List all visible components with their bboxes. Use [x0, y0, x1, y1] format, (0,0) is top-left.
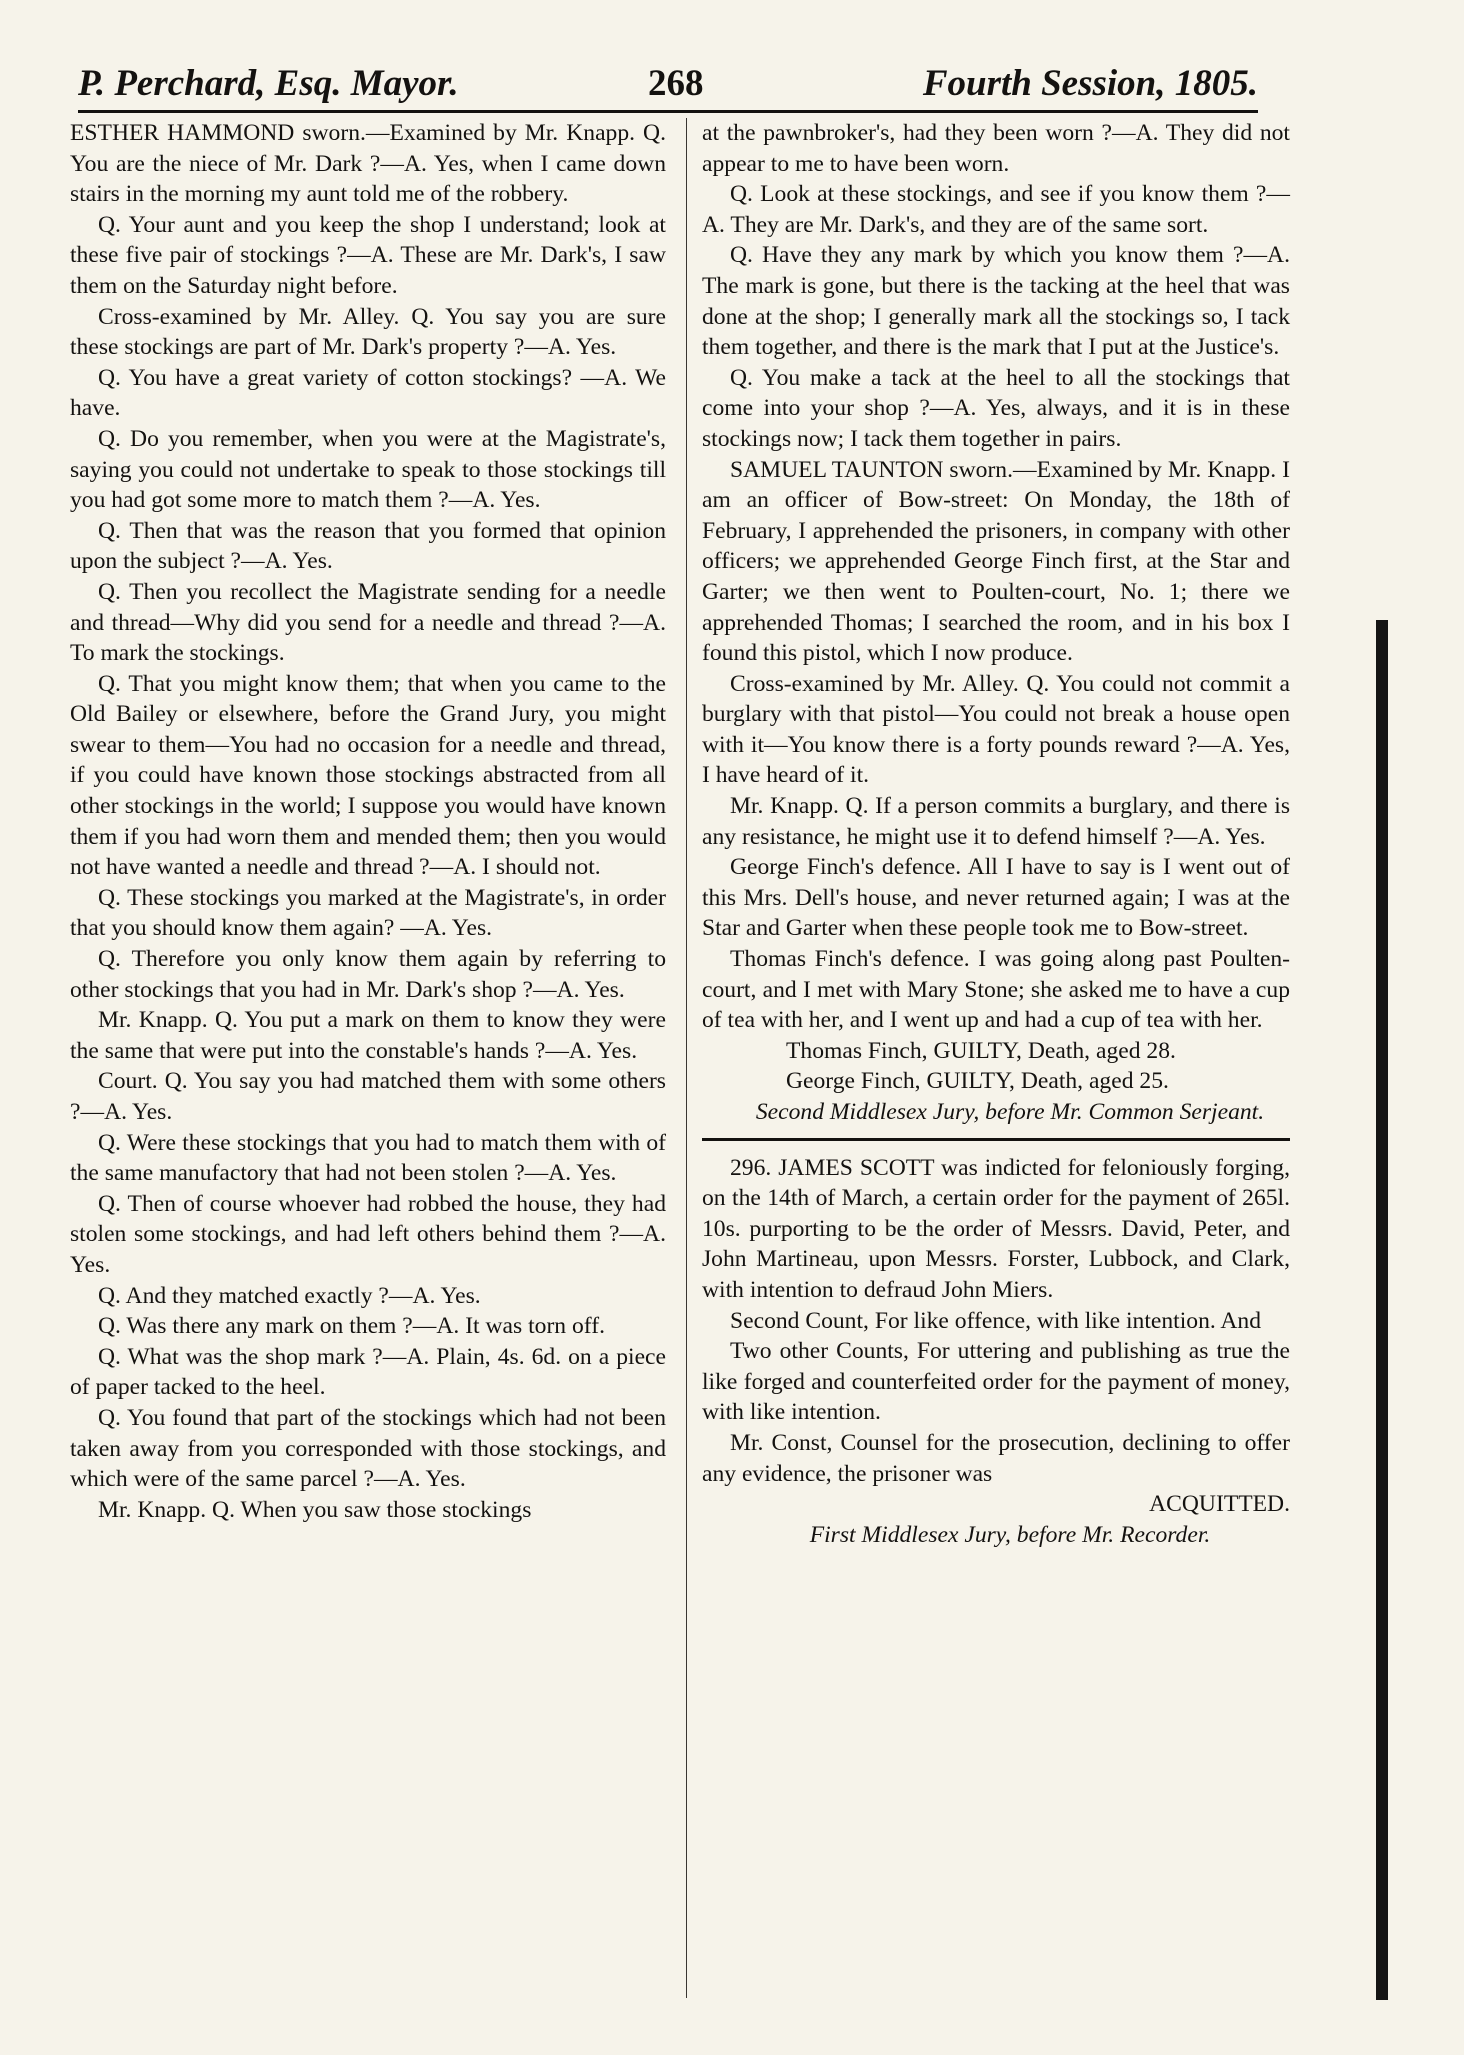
left-paragraph: Cross-examined by Mr. Alley. Q. You say you are sure these stockings are part of Mr. Dark's property ?—A. Yes.: [70, 303, 666, 361]
right-paragraph: Q. You make a tack at the heel to all the stockings that come into your shop ?—A. Yes, always, and it is in these stockings now; I tack them together in pairs.: [702, 364, 1290, 452]
binding-edge-shadow: [1376, 620, 1388, 2000]
right-column: [702, 118, 1290, 1550]
left-paragraph: Q. You have a great variety of cotton stockings? —A. We have.: [70, 364, 666, 422]
verdict-line: George Finch, GUILTY, Death, aged 25.: [786, 1068, 1169, 1095]
case-paragraph: Second Count, For like offence, with like intention. And: [730, 1307, 1262, 1334]
left-paragraph: Q. These stockings you marked at the Magistrate's, in order that you should know them again? —A. Yes.: [70, 884, 666, 942]
page-header: [78, 62, 1258, 122]
right-paragraph: Thomas Finch's defence. I was going along past Poulten-court, and I met with Mary Stone; she asked me to have a cup of tea with her, and I went up and had a cup of tea with her.: [702, 946, 1290, 1034]
jury-note: First Middlesex Jury, before Mr. Recorder.: [809, 1521, 1211, 1548]
left-paragraph: Q. Then that was the reason that you formed that opinion upon the subject ?—A. Yes.: [70, 517, 666, 575]
left-paragraph: Q. Therefore you only know them again by referring to other stockings that you had in Mr. Dark's shop ?—A. Yes.: [70, 946, 666, 1003]
left-paragraph: Q. Do you remember, when you were at the Magistrate's, saying you could not undertake to speak to those stockings till you had got some more to match them ?—A. Yes.: [70, 425, 666, 514]
left-paragraph: Court. Q. You say you had matched them with some others ?—A. Yes.: [70, 1068, 666, 1125]
acquitted-verdict: ACQUITTED.: [1149, 1491, 1290, 1518]
left-column: [70, 118, 666, 1525]
left-paragraph: Q. You found that part of the stockings which had not been taken away from you corresponded with those stockings, and which were of the same parcel ?—A. Yes.: [70, 1404, 666, 1493]
verdict-line: Thomas Finch, GUILTY, Death, aged 28.: [786, 1037, 1176, 1064]
header-right: Fourth Session, 1805.: [922, 63, 1258, 104]
left-paragraph: Q. Was there any mark on them ?—A. It was torn off.: [98, 1313, 605, 1340]
column-divider: [686, 118, 687, 1998]
case-paragraph: 296. JAMES SCOTT was indicted for feloniously forging, on the 14th of March, a certain order for the payment of 265l. 10s. purporting to be the order of Messrs. David, Peter, and John Martineau, upon Messrs. Forster, Lubbock, and Clark, with intention to defraud John Miers.: [702, 1154, 1290, 1303]
right-paragraph: Q. Look at these stockings, and see if you know them ?—A. They are Mr. Dark's, and they are of the same sort.: [702, 181, 1290, 238]
right-paragraph: Cross-examined by Mr. Alley. Q. You could not commit a burglary with that pistol—You could not break a house open with it—You know there is a forty pounds reward ?—A. Yes, I have heard of it.: [702, 670, 1290, 789]
left-paragraph: Mr. Knapp. Q. You put a mark on them to know they were the same that were put into the constable's hands ?—A. Yes.: [70, 1007, 666, 1064]
header-left: P. Perchard, Esq. Mayor.: [78, 63, 459, 104]
header-rule: [78, 110, 1258, 113]
left-paragraph: Q. That you might know them; that when you came to the Old Bailey or elsewhere, before the Grand Jury, you might swear to them—You had no occasion for a needle and thread, if you could have known those stockings abstracted from all other stockings in the world; I suppose you would have known them if you had worn them and mended them; then you would not have wanted a needle and thread ?—A. I should not.: [70, 670, 666, 881]
right-paragraph: George Finch's defence. All I have to say is I went out of this Mrs. Dell's house, and never returned again; I was at the Star and Garter when these people took me to Bow-street.: [702, 854, 1290, 942]
right-paragraph: SAMUEL TAUNTON sworn.—Examined by Mr. Knapp. I am an officer of Bow-street: On Monday, the 18th of February, I apprehended the prisoners, in company with other officers; we apprehended George Finch first, at the Star and Garter; we then went to Poulten-court, No. 1; there we apprehended Thomas; I searched the room, and in his box I found this pistol, which I now produce.: [702, 456, 1290, 667]
left-paragraph: Q. And they matched exactly ?—A. Yes.: [98, 1282, 481, 1309]
page-number: 268: [648, 63, 704, 104]
right-paragraph: Mr. Knapp. Q. If a person commits a burglary, and there is any resistance, he might use it to defend himself ?—A. Yes.: [702, 793, 1290, 850]
section-rule: [702, 1138, 1290, 1141]
left-paragraph: ESTHER HAMMOND sworn.—Examined by Mr. Knapp. Q. You are the niece of Mr. Dark ?—A. Yes, when I came down stairs in the morning my aunt told me of the robbery.: [70, 120, 666, 208]
left-paragraph: Q. Then of course whoever had robbed the house, they had stolen some stockings, and had left others behind them ?—A. Yes.: [70, 1190, 666, 1278]
left-paragraph: Q. Then you recollect the Magistrate sending for a needle and thread—Why did you send for a needle and thread ?—A. To mark the stockings.: [70, 578, 666, 667]
jury-note: Second Middlesex Jury, before Mr. Common Serjeant.: [755, 1099, 1265, 1125]
left-paragraph: Q. Were these stockings that you had to match them with of the same manufactory that had not been stolen ?—A. Yes.: [70, 1129, 666, 1187]
right-paragraph: Q. Have they any mark by which you know them ?—A. The mark is gone, but there is the tacking at the heel that was done at the shop; I generally mark all the stockings so, I tack them together, and there is the mark that I put at the Justice's.: [702, 242, 1290, 361]
left-paragraph: Q. What was the shop mark ?—A. Plain, 4s. 6d. on a piece of paper tacked to the heel.: [70, 1343, 666, 1401]
left-paragraph: Q. Your aunt and you keep the shop I understand; look at these five pair of stockings ?—A. These are Mr. Dark's, I saw them on the Saturday night before.: [70, 211, 666, 299]
left-paragraph: Mr. Knapp. Q. When you saw those stockings: [98, 1496, 532, 1523]
right-paragraph: at the pawnbroker's, had they been worn ?—A. They did not appear to me to have been worn.: [702, 120, 1290, 177]
case-paragraph: Two other Counts, For uttering and publishing as true the like forged and counterfeited order for the payment of money, with like intention.: [702, 1338, 1290, 1426]
case-paragraph: Mr. Const, Counsel for the prosecution, declining to offer any evidence, the prisoner was: [702, 1429, 1290, 1487]
